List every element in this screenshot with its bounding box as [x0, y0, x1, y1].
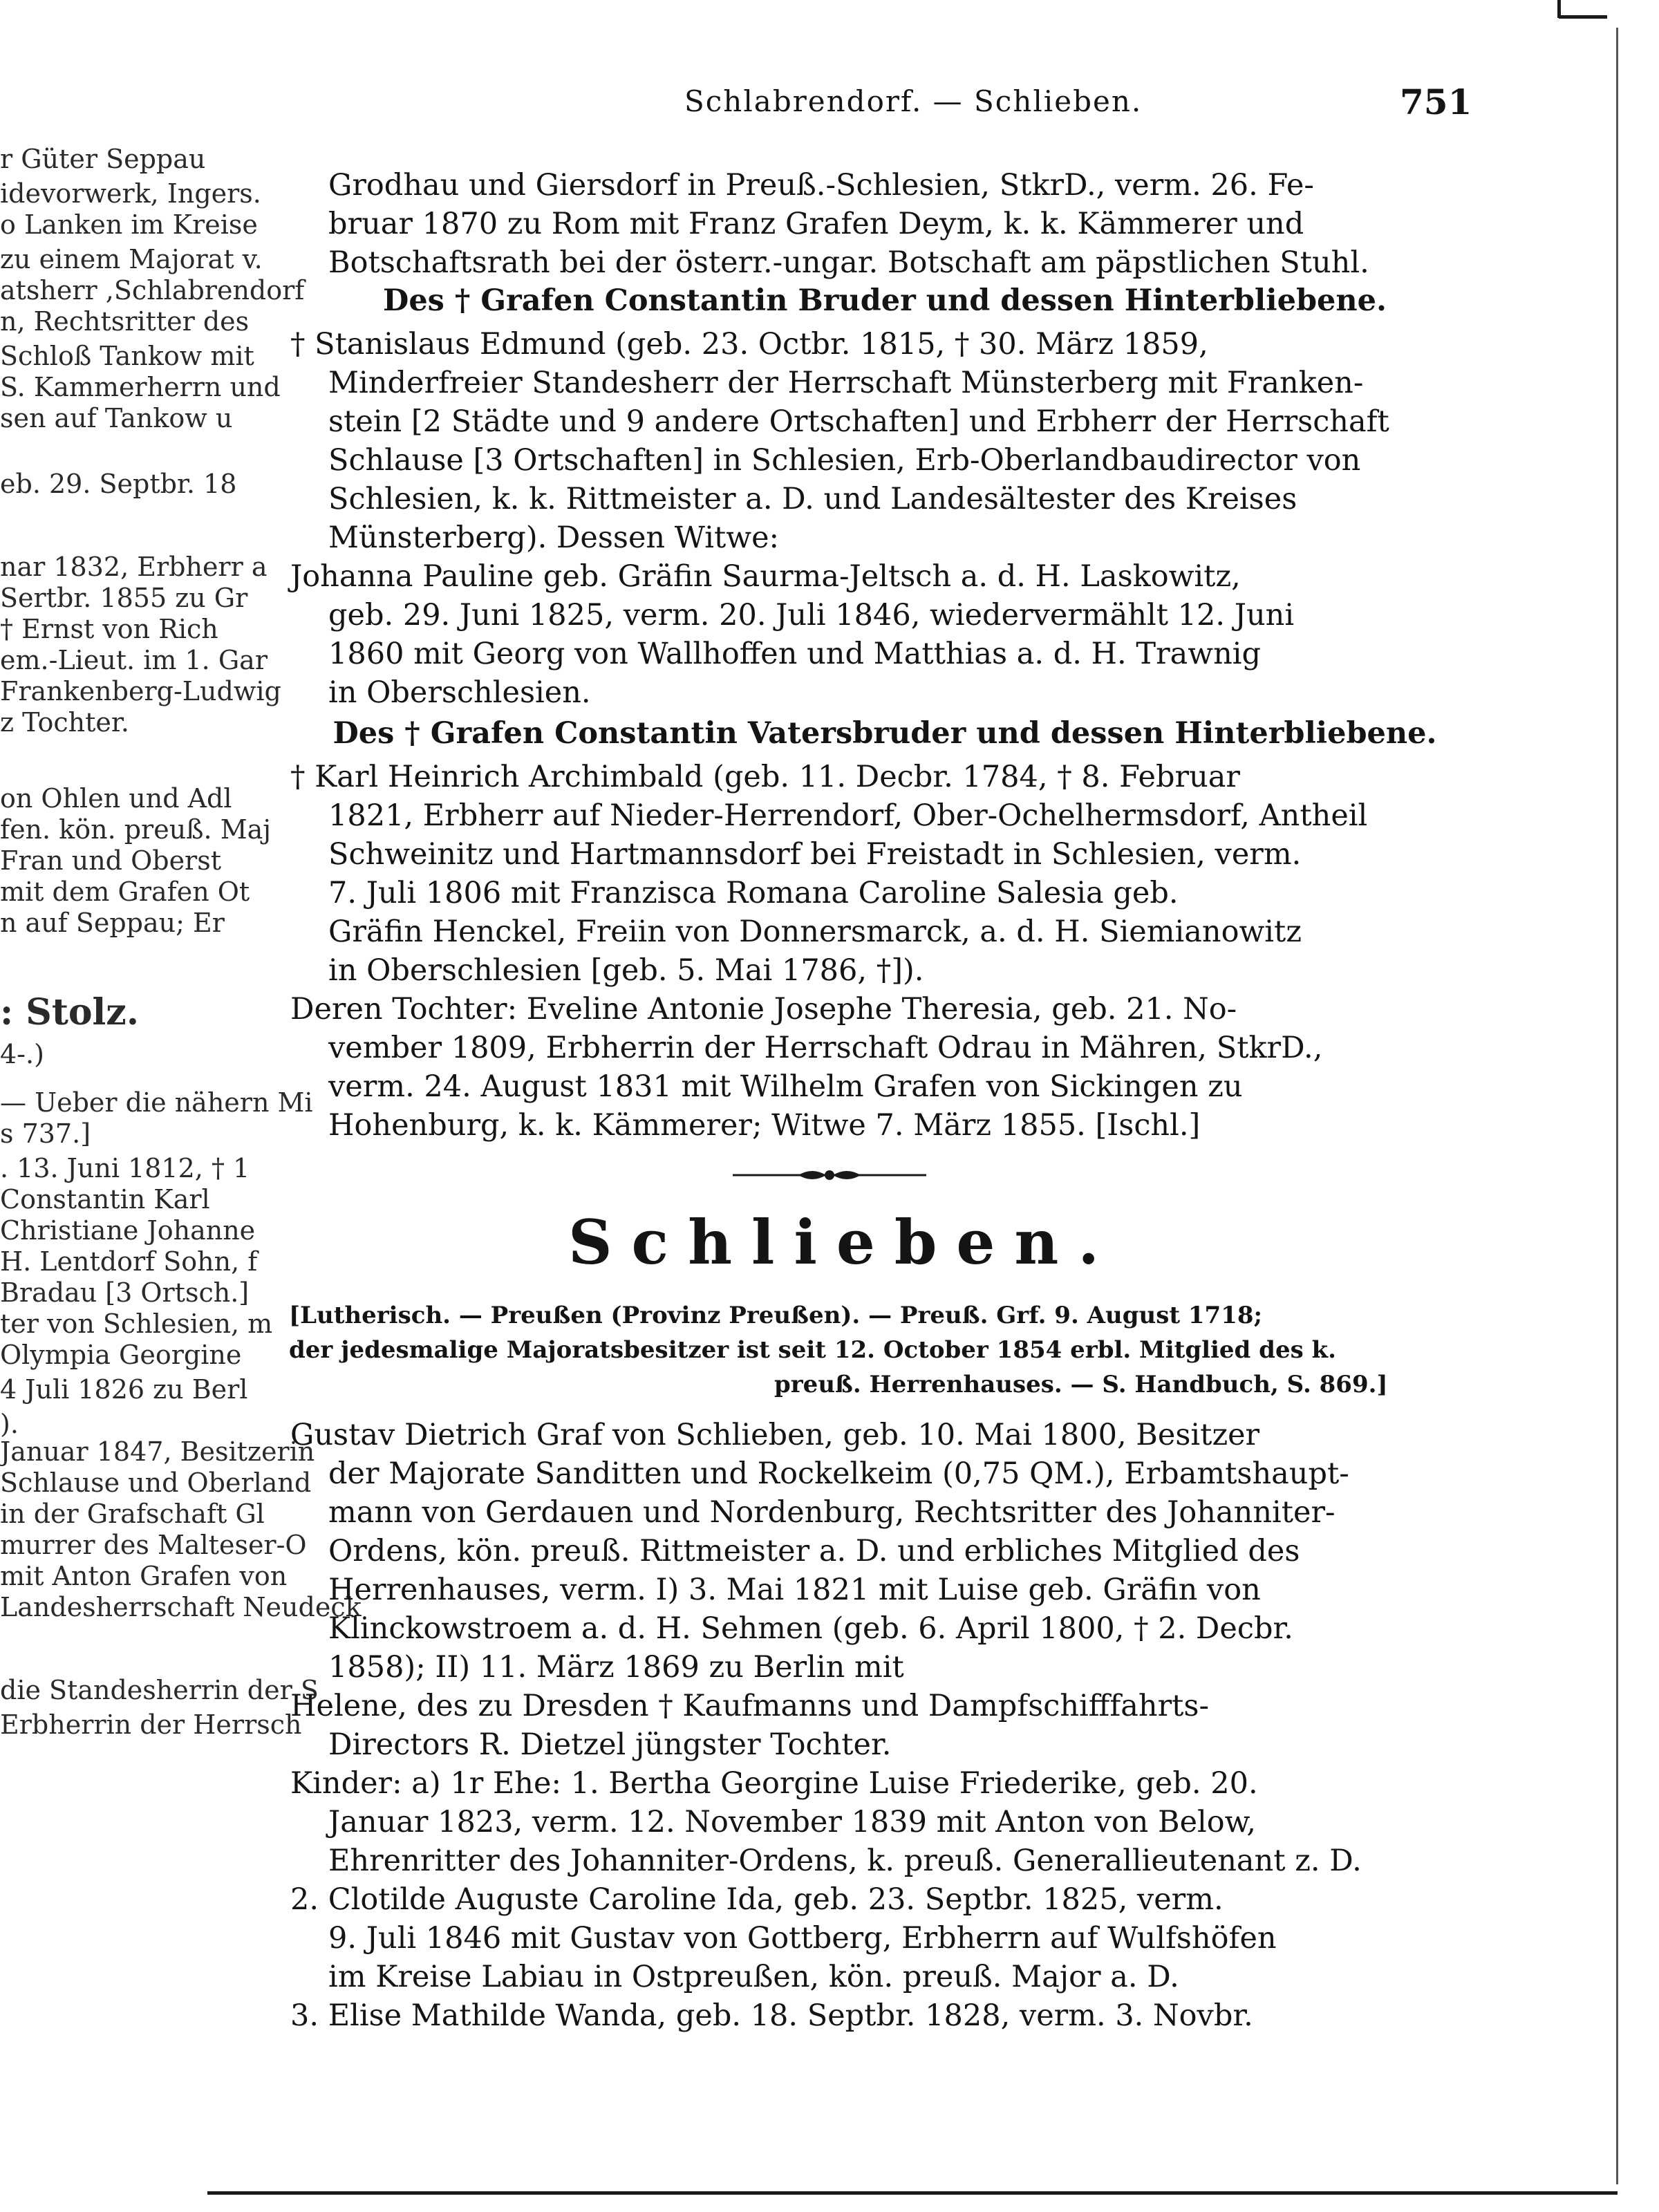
facing-page-fragment: Schlause und Oberland — [0, 1468, 312, 1498]
text-line: 1858); II) 11. März 1869 zu Berlin mit — [328, 1650, 904, 1685]
text-line: Minderfreier Standesherr der Herrschaft Münsterberg mit Franken- — [328, 366, 1364, 400]
text-line: Ehrenritter des Johanniter-Ordens, k. preuß. Generallieutenant z. D. — [328, 1844, 1362, 1878]
facing-page-fragment: idevorwerk, Ingers. — [0, 178, 261, 209]
facing-page-fragment: zu einem Majorat v. — [0, 244, 263, 274]
facing-page-fragment: ter von Schlesien, m — [0, 1309, 273, 1339]
text-line: bruar 1870 zu Rom mit Franz Grafen Deym, k. k. Kämmerer und — [328, 207, 1304, 241]
facing-page-fragment: : Stolz. — [0, 991, 139, 1033]
text-line: 1821, Erbherr auf Nieder-Herrendorf, Ober-Ochelhermsdorf, Antheil — [328, 798, 1368, 833]
text-line: geb. 29. Juni 1825, verm. 20. Juli 1846, wiedervermählt 12. Juni — [328, 598, 1295, 632]
facing-page-fragment: Landesherrschaft Neudeck — [0, 1592, 362, 1622]
text-line: 9. Juli 1846 mit Gustav von Gottberg, Erbherrn auf Wulfshöfen — [328, 1921, 1277, 1956]
facing-page-fragment: Sertbr. 1855 zu Gr — [0, 583, 248, 613]
facing-page-fragment: Januar 1847, Besitzerin — [0, 1436, 315, 1467]
text-line: Schlesien, k. k. Rittmeister a. D. und Landesältester des Kreises — [328, 482, 1297, 516]
text-line: † Karl Heinrich Archimbald (geb. 11. Decbr. 1784, † 8. Februar — [290, 760, 1240, 794]
text-line: stein [2 Städte und 9 andere Ortschaften] und Erbherr der Herrschaft — [328, 404, 1389, 439]
text-line: verm. 24. August 1831 mit Wilhelm Grafen von Sickingen zu — [328, 1069, 1243, 1104]
facing-page-fragment: . 13. Juni 1812, † 1 — [0, 1153, 250, 1183]
text-line: Kinder: a) 1r Ehe: 1. Bertha Georgine Luise Friederike, geb. 20. — [290, 1766, 1258, 1801]
text-line: in Oberschlesien [geb. 5. Mai 1786, †]). — [328, 953, 924, 988]
facing-page-fragment: Christiane Johanne — [0, 1215, 256, 1246]
facing-page-fragment: Bradau [3 Ortsch.] — [0, 1277, 250, 1308]
text-line: † Stanislaus Edmund (geb. 23. Octbr. 1815, † 30. März 1859, — [290, 327, 1208, 362]
text-line: mann von Gerdauen und Nordenburg, Rechtsritter des Johanniter- — [328, 1495, 1335, 1530]
text-line: Schlause [3 Ortschaften] in Schlesien, Erb-Oberlandbaudirector von — [328, 443, 1361, 478]
facing-page-fragment: 4-.) — [0, 1039, 44, 1069]
facing-page-fragment: Constantin Karl — [0, 1184, 210, 1215]
text-line: Gräfin Henckel, Freiin von Donnersmarck, a. d. H. Siemianowitz — [328, 915, 1302, 949]
facing-page-fragment: mit dem Grafen Ot — [0, 877, 250, 907]
facing-page-fragment: Erbherrin der Herrsch — [0, 1709, 302, 1740]
text-line: Hohenburg, k. k. Kämmerer; Witwe 7. März 1855. [Ischl.] — [328, 1108, 1201, 1143]
facing-page-fragment: — Ueber die nähern Mi — [0, 1087, 313, 1118]
text-line: im Kreise Labiau in Ostpreußen, kön. preuß. Major a. D. — [328, 1960, 1179, 1994]
text-line: Klinckowstroem a. d. H. Sehmen (geb. 6. April 1800, † 2. Decbr. — [328, 1611, 1293, 1646]
facing-page-fragment: sen auf Tankow u — [0, 403, 233, 433]
top-right-corner-rule-v — [1557, 0, 1561, 18]
text-line: Directors R. Dietzel jüngster Tochter. — [328, 1727, 892, 1762]
facing-page-fragment: Schloß Tankow mit — [0, 341, 254, 371]
section-title: Schlieben. — [568, 1206, 1119, 1278]
facing-page-fragment: r Güter Seppau — [0, 144, 206, 174]
facing-page-fragment: in der Grafschaft Gl — [0, 1499, 265, 1529]
text-line: in Oberschlesien. — [328, 675, 591, 710]
text-line: vember 1809, Erbherrin der Herrschaft Odrau in Mähren, StkrD., — [328, 1031, 1323, 1065]
facing-page-fragment: Frankenberg-Ludwig — [0, 676, 281, 706]
facing-page-fragment: murrer des Malteser-O — [0, 1530, 307, 1560]
right-edge-rule — [1616, 28, 1618, 2184]
page-number: 751 — [1400, 82, 1472, 122]
facing-page-fragment: eb. 29. Septbr. 18 — [0, 469, 237, 499]
facing-page-fragment: mit Anton Grafen von — [0, 1561, 288, 1591]
section-note-line: preuß. Herrenhauses. — S. Handbuch, S. 869.] — [774, 1371, 1388, 1398]
text-line: Grodhau und Giersdorf in Preuß.-Schlesien, StkrD., verm. 26. Fe- — [328, 168, 1314, 203]
text-line: Herrenhauses, verm. I) 3. Mai 1821 mit Luise geb. Gräfin von — [328, 1573, 1261, 1607]
facing-page-fragment: on Ohlen und Adl — [0, 783, 232, 814]
text-line: 2. Clotilde Auguste Caroline Ida, geb. 23. Septbr. 1825, verm. — [290, 1882, 1224, 1917]
facing-page-fragment: die Standesherrin der S — [0, 1675, 319, 1705]
facing-page-fragment: z Tochter. — [0, 707, 129, 738]
facing-page-fragment: † Ernst von Rich — [0, 614, 218, 644]
facing-page-fragment: Fran und Oberst — [0, 845, 221, 876]
ornament-divider — [733, 1161, 926, 1189]
text-line: Ordens, kön. preuß. Rittmeister a. D. und erbliches Mitglied des — [328, 1534, 1300, 1568]
facing-page-fragment: atsherr ,Schlabrendorf — [0, 275, 305, 306]
text-line: Deren Tochter: Eveline Antonie Josephe Theresia, geb. 21. No- — [290, 992, 1237, 1027]
bottom-rule — [207, 2191, 1618, 2195]
text-line: Schweinitz und Hartmannsdorf bei Freistadt in Schlesien, verm. — [328, 837, 1302, 872]
facing-page-fragment: nar 1832, Erbherr a — [0, 552, 268, 582]
section-heading: Des † Grafen Constantin Bruder und dessen Hinterbliebene. — [383, 283, 1387, 318]
facing-page-fragment: o Lanken im Kreise — [0, 209, 258, 240]
top-right-corner-rule-h — [1559, 15, 1607, 19]
section-note-line: [Lutherisch. — Preußen (Provinz Preußen). — Preuß. Grf. 9. August 1718; — [289, 1302, 1263, 1329]
text-line: Johanna Pauline geb. Gräfin Saurma-Jeltsch a. d. H. Laskowitz, — [290, 559, 1241, 594]
text-line: 7. Juli 1806 mit Franzisca Romana Caroline Salesia geb. — [328, 876, 1179, 910]
section-heading: Des † Grafen Constantin Vatersbruder und dessen Hinterbliebene. — [332, 716, 1437, 751]
facing-page-fragment: n, Rechtsritter des — [0, 306, 250, 337]
facing-page-fragment: fen. kön. preuß. Maj — [0, 814, 272, 845]
section-note-line: der jedesmalige Majoratsbesitzer ist seit 12. October 1854 erbl. Mitglied des k. — [289, 1336, 1336, 1364]
running-title: Schlabrendorf. — Schlieben. — [684, 84, 1143, 118]
facing-page-fragment: Olympia Georgine — [0, 1340, 242, 1370]
facing-page-fragment: n auf Seppau; Er — [0, 908, 225, 938]
text-line: 3. Elise Mathilde Wanda, geb. 18. Septbr. 1828, verm. 3. Novbr. — [290, 1998, 1253, 2033]
text-line: der Majorate Sanditten und Rockelkeim (0,75 QM.), Erbamtshaupt- — [328, 1456, 1349, 1491]
facing-page-fragment: 4 Juli 1826 zu Berl — [0, 1374, 248, 1405]
text-line: Helene, des zu Dresden † Kaufmanns und Dampfschifffahrts- — [290, 1689, 1210, 1723]
facing-page-fragment: H. Lentdorf Sohn, f — [0, 1246, 258, 1277]
text-line: Gustav Dietrich Graf von Schlieben, geb. 10. Mai 1800, Besitzer — [290, 1418, 1260, 1452]
facing-page-fragment: s 737.] — [0, 1118, 91, 1149]
text-line: 1860 mit Georg von Wallhoffen und Matthias a. d. H. Trawnig — [328, 637, 1262, 671]
text-line: Januar 1823, verm. 12. November 1839 mit Anton von Below, — [328, 1805, 1257, 1839]
facing-page-fragment: em.-Lieut. im 1. Gar — [0, 645, 268, 675]
facing-page-fragment: ). — [0, 1409, 19, 1439]
facing-page-fragment: S. Kammerherrn und — [0, 372, 281, 402]
text-line: Botschaftsrath bei der österr.-ungar. Botschaft am päpstlichen Stuhl. — [328, 245, 1369, 280]
text-line: Münsterberg). Dessen Witwe: — [328, 521, 780, 555]
